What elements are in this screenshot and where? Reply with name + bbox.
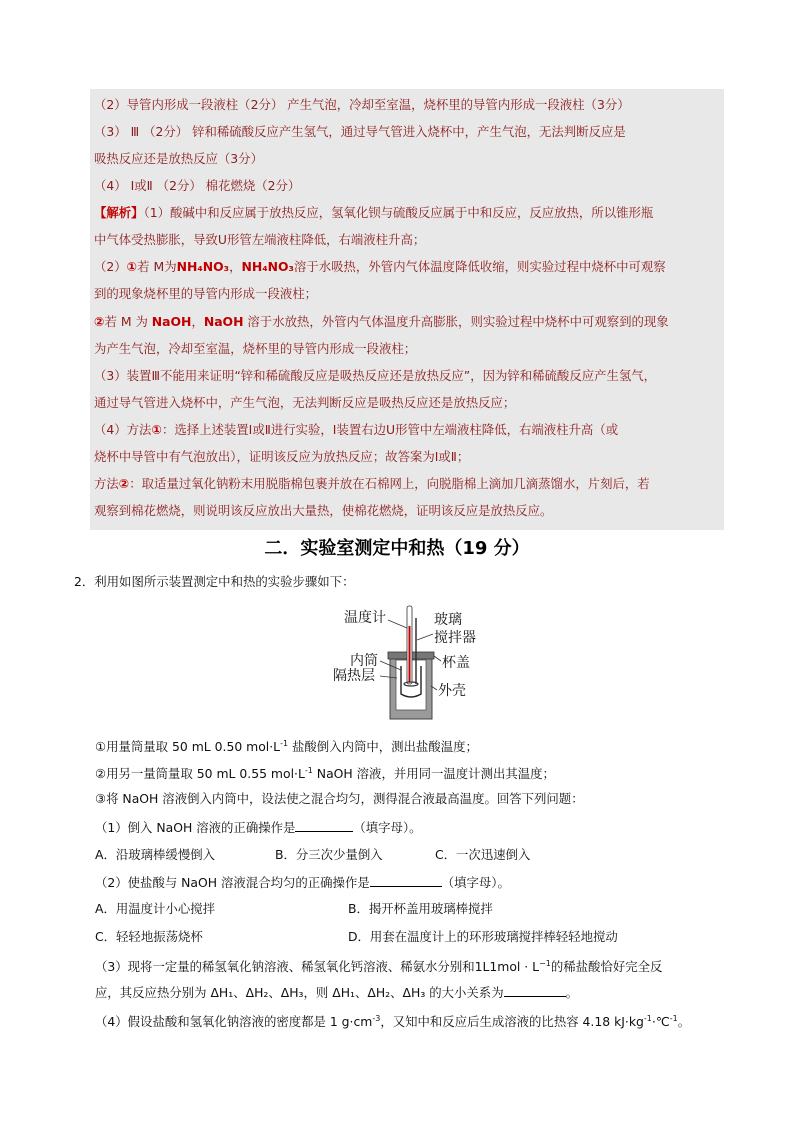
label-shell: 外壳 — [438, 683, 466, 699]
answer-blank-2[interactable] — [370, 874, 442, 887]
analysis-line-6: 为产生气泡，冷却至室温，烧杯里的导管内形成一段液柱； — [94, 341, 417, 356]
analysis-line-11: 方法②：取适量过氧化钠粉末用脱脂棉包裹并放在石棉网上，向脱脂棉上滴加几滴蒸馏水，片刻后，若 — [94, 476, 650, 491]
label-thermometer: 温度计 — [344, 610, 386, 626]
q2-option-d[interactable]: D．用套在温度计上的环形玻璃搅拌棒轻轻地搅动 — [348, 929, 618, 944]
answer-blank-3[interactable] — [504, 984, 566, 997]
answer-blank-1[interactable] — [295, 819, 353, 832]
step-3: ③将 NaOH 溶液倒入内筒中，设法使之混合均匀，测得混合液最高温度。回答下列问题： — [95, 791, 584, 806]
label-glass: 玻璃 — [434, 612, 462, 628]
label-insulation: 隔热层 — [333, 668, 375, 684]
label-inner-cup: 内筒 — [350, 653, 378, 669]
step-1: ①用量筒量取 50 mL 0.50 $mol\cdot L^{-1}$ 盐酸倒入内筒中，测出盐酸温度； — [95, 739, 478, 755]
analysis-line-4: 到的现象烧杯里的导管内形成一段液柱； — [94, 286, 318, 301]
section-title: 二．实验室测定中和热（19 分） — [264, 538, 530, 559]
analysis-line-12: 观察到棉花燃烧，则说明该反应放出大量热，使棉花燃烧，证明该反应是放热反应。 — [94, 503, 553, 518]
q2-option-a[interactable]: A．用温度计小心搅拌 — [95, 901, 215, 916]
q1-option-b[interactable]: B．分三次少量倒入 — [275, 847, 383, 862]
q1-option-c[interactable]: C．一次迅速倒入 — [435, 847, 531, 862]
analysis-line-8: 通过导气管进入烧杯中，产生气泡，无法判断反应是吸热反应还是放热反应； — [94, 395, 516, 410]
analysis-line-5: ②若 M 为 NaOH，NaOH 溶于水放热，外管内气体温度升高膨胀，则实验过程中烧杯中可观察到的现象 — [94, 314, 669, 329]
label-lid: 杯盖 — [442, 655, 470, 671]
analysis-line-9: （4）方法①：选择上述装置Ⅰ或Ⅱ进行实验，Ⅰ装置右边U形管中左端液柱降低，右端液柱升高（或 — [94, 422, 619, 437]
analysis-line-3: （2）①若 M为NH₄NO₃，NH₄NO₃溶于水吸热，外管内气体温度降低收缩，则实验过程中烧杯中可观察 — [94, 259, 666, 274]
q2-option-c[interactable]: C．轻轻地振荡烧杯 — [95, 929, 203, 944]
analysis-line-7: （3）装置Ⅲ不能用来证明“锌和稀硫酸反应是吸热反应还是放热反应”，因为锌和稀硫酸反应产生氢气， — [94, 368, 657, 383]
thermometer-mercury — [409, 626, 411, 682]
answer-line-3: （3） Ⅲ （2分） 锌和稀硫酸反应产生氢气，通过导气管进入烧杯中，产生气泡，无法判断反应是 — [94, 124, 626, 139]
sub-question-2: （2）使盐酸与 NaOH 溶液混合均匀的正确操作是 （填字母）。 — [95, 875, 510, 890]
sub-question-3: （3）现将一定量的稀氢氧化钠溶液、稀氢氧化钙溶液、稀氨水分别和$1L1mol \cdot L^{-1}$的稀盐酸恰好完全反 — [95, 959, 663, 975]
answer-line-2: （2）导管内形成一段液柱（2分） 产生气泡，冷却至室温，烧杯里的导管内形成一段液柱（3分） — [94, 97, 630, 112]
analysis-tag: 【解析】 — [94, 205, 144, 220]
analysis-line-2: 中气体受热膨胀，导致U形管左端液柱降低，右端液柱升高； — [94, 232, 426, 247]
sub-question-1: （1）倒入 NaOH 溶液的正确操作是 （填字母）。 — [95, 820, 422, 835]
q2-option-b[interactable]: B．揭开杯盖用玻璃棒搅拌 — [348, 901, 493, 916]
analysis-line-1: 【解析】（1）酸碱中和反应属于放热反应，氢氧化钡与硫酸反应属于中和反应，反应放热，所以锥形瓶 — [94, 205, 654, 220]
analysis-line-10: 烧杯中导管中有气泡放出），证明该反应为放热反应；故答案为Ⅰ或Ⅱ； — [94, 449, 470, 464]
answer-line-4: （4） Ⅰ或Ⅱ （2分） 棉花燃烧（2分） — [94, 178, 301, 193]
sub-question-3-cont: 应，其反应热分别为 ΔH₁、ΔH₂、ΔH₃，则 ΔH₁、ΔH₂、ΔH₃ 的大小关系为 。 — [95, 985, 578, 1000]
question-stem: 2．利用如图所示装置测定中和热的实验步骤如下： — [74, 574, 355, 589]
label-stirrer: 搅拌器 — [434, 630, 476, 646]
step-2: ②用另一量筒量取 50 mL 0.55 $mol\cdot L^{-1}$ NaOH 溶液，并用同一温度计测出其温度； — [95, 766, 555, 782]
question-number: 2． — [74, 574, 95, 589]
q1-option-a[interactable]: A．沿玻璃棒缓慢倒入 — [95, 847, 215, 862]
calorimeter-diagram — [330, 598, 480, 726]
answer-line-3-cont: 吸热反应还是放热反应（3分） — [94, 151, 263, 166]
sub-question-4: （4）假设盐酸和氢氧化钠溶液的密度都是 1 $g\cdot cm^{-3}$，又知中和反应后生成溶液的比热容 4.18 $kJ\cdot kg^{-1}\cdot℃^{-1}$。 — [95, 1014, 691, 1030]
